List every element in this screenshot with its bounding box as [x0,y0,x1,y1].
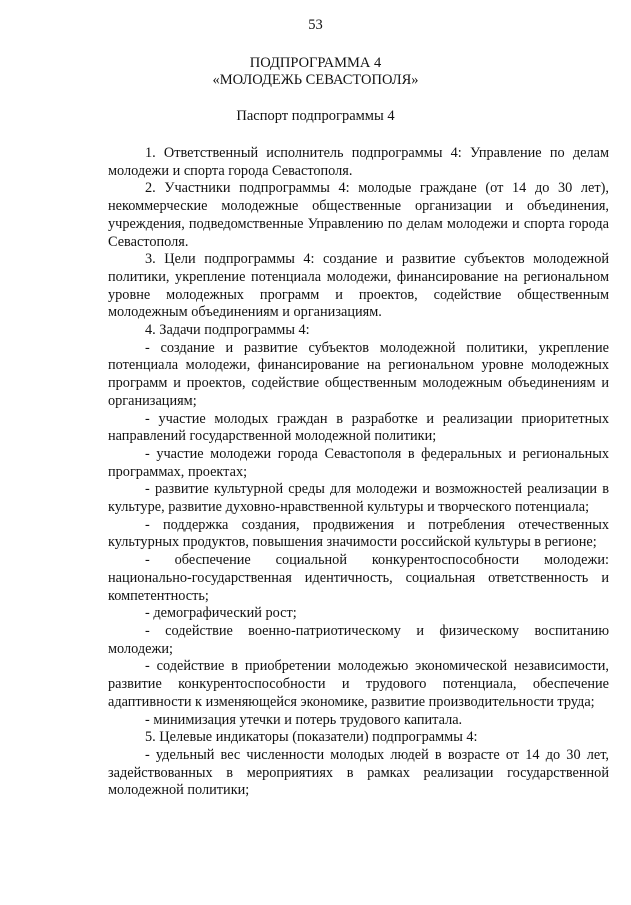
task-item: - обеспечение социальной конкурентоспособности молодежи: национально-государственная идентичность, социальная ответственность и компетентность; [108,552,609,604]
task-item: - создание и развитие субъектов молодежной политики, укрепление потенциала молодежи, финансирование на региональном уровне молодежных программ и проектов, содействие общественным молодежным объединениям и организациям; [108,339,609,409]
task-item: - поддержка создания, продвижения и потребления отечественных культурных продуктов, повышения значимости российской культуры в регионе; [108,516,609,551]
task-item: - минимизация утечки и потерь трудового капитала. [145,711,463,728]
task-item: - демографический рост; [145,605,297,622]
indicator-item: - удельный вес численности молодых людей в возрасте от 14 до 30 лет, задействованных в мероприятиях в рамках реализации государственной молодежной политики; [108,746,609,799]
paragraph-responsible-executor: 1. Ответственный исполнитель подпрограммы 4: Управление по делам молодежи и спорта города Севастополя. [108,145,609,179]
task-item: - содействие в приобретении молодежью экономической независимости, развитие конкурентоспособности и трудового потенциала, обеспечение адаптивности к изменяющейся экономике, развитие производительности труда; [108,658,609,710]
passport-heading: Паспорт подпрограммы 4 [236,108,395,124]
page-number: 53 [308,17,323,33]
task-item: - содействие военно-патриотическому и физическому воспитанию молодежи; [108,622,609,657]
task-item: - развитие культурной среды для молодежи и возможностей реализации в культуре, развитие духовно-нравственной культуры и творческого потенциала; [108,481,609,516]
task-item: - участие молодых граждан в разработке и реализации приоритетных направлений государственной молодежной политики; [108,410,609,445]
paragraph-indicators-heading: 5. Целевые индикаторы (показатели) подпрограммы 4: [145,729,478,746]
paragraph-goals: 3. Цели подпрограммы 4: создание и развитие субъектов молодежной политики, укрепление потенциала молодежи, финансирование на региональном уровне молодежных программ и проектов, содействие общественным молодежным объединениям и организациям. [108,251,609,321]
paragraph-tasks-heading: 4. Задачи подпрограммы 4: [145,322,310,339]
subprogram-title: ПОДПРОГРАММА 4 [249,55,382,71]
document-body [108,145,609,800]
paragraph-participants: 2. Участники подпрограммы 4: молодые граждане (от 14 до 30 лет), некоммерческие молодежные общественные организации и объединения, учреждения, подведомственные Управлению по делам молодежи и спорта города Севастополя. [108,180,609,250]
subprogram-subtitle: «МОЛОДЕЖЬ СЕВАСТОПОЛЯ» [212,72,419,88]
task-item: - участие молодежи города Севастополя в федеральных и региональных программах, проектах; [108,445,609,480]
